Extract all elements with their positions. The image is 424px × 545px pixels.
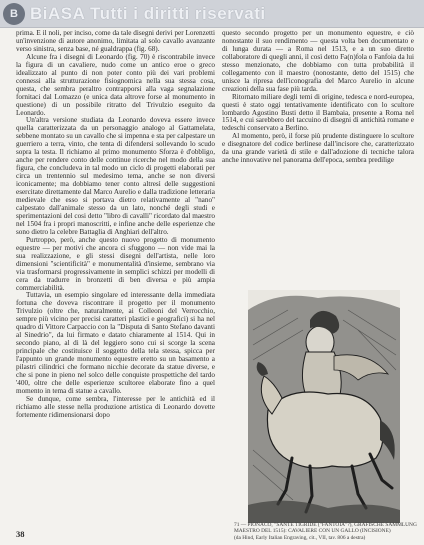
figure-caption xyxy=(234,522,420,541)
paragraph: Alcune fra i disegni di Leonardo (fig. 70) è riscontrabile invece la figura di un cavaliere, nudo come un antico eroe o greco idealizzato al punto di non poter conto più dei vari problemi connessi alla strutturazione fisiognomica nella sua stessa cosa, questa, che sembra peraltro contrapporsi alla vaga segnalazione fornitaci dal Lomazzo (e unica data altrove forse al monumento in questione) di un possibile ritratto del Trivulzio eseguito da Leonardo. xyxy=(16,52,215,117)
paragraph: questo secondo progetto per un monumento equestre, e ciò nonostante il suo rendimento — questa volta ben documentato e di lunga durata — a Roma nel 1513, e a un suo diretto collaboratore di quegli anni, il così detto Fa(n)fola o Fanfoia da lui stesso menzionato, che dobbiamo con tutta probabilità il collegamento con il maestro (nonostante, detto del 1515) che unisce la ripresa dell'iconografia del Marco Aurelio in alcune creazioni della sua fase più tarda. xyxy=(222,29,415,93)
paragraph: Un'altra versione studiata da Leonardo doveva essere invece quella caratterizzata da un personaggio analogo al Gattamelata, sebbene montato su un cavallo che si impenna e sta per calpestare un guerriero a terra, vinto, che tenta di difendersi sollevando lo scudo sopra la testa. Il richiamo al primo monumento Sforza è d'obbligo, anche per rendere conto delle continue ricerche nel modo della sua figura, che concludeva in tal modo un ciclo di progetti elaborati per circa un trentennio sul medesimo tema, anche se non diversi iconicamente; ma dobbiamo tener conto altresì delle suggestioni esercitate direttamente dal Marco Aurelio e dalla tradizione letteraria medievale che esso si portava dietro relativamente al "nano" calpestato dall'animale stesso da un lato, nonché degli studi e sperimentazioni del cosi detto "libro di cavalli" ricordato dal maestro nel 1504 fra i propri manoscritti, e infine anche delle esperienze che sono dietro la celebre Battaglia di Anghiari dell'altro. xyxy=(16,116,215,236)
paragraph: Se dunque, come sembra, l'interesse per le antichità ed il richiamo alle stesse nella produzione artistica di Leonardo dovette fortemente ridimensionarsi dopo xyxy=(16,394,215,419)
caption-source: (da Hind, Early Italian Engraving, cit., VII, tav. 806 a destra) xyxy=(234,534,366,541)
watermark-text: BiASA Tutti i diritti riservati xyxy=(30,3,266,23)
paragraph: Al momento, però, il forse più prudente distinguere lo scultore e disegnatore del codice berlinese dall'incisore che, caratterizzato da una grande varietà di stile e dall'adozione di tecniche talora anche innovative nel panorama dell'epoca, sembra predilige xyxy=(222,132,414,165)
right-text-column xyxy=(222,30,414,165)
engraving-figure xyxy=(248,290,400,523)
horseman-engraving-image xyxy=(248,290,400,523)
caption-title: 71 — PIONACO, "SANTE TIGRIDE ("FANTOIA"?), GRAFISCHE SAMMLUNG MAESTRO DEL 1515): CAVALIERE CON UN GALLO (INCISIONE) xyxy=(234,522,417,535)
left-text-column xyxy=(16,30,215,420)
watermark-banner xyxy=(0,0,424,28)
page-number: 38 xyxy=(16,529,25,539)
paragraph: Purtroppo, però, anche questo nuovo progetto di monumento equestre — per motivi che ancora ci sfuggono — non vide mai la sua realizzazione, e gli stessi disegni dell'artista, nelle loro dimensioni "scientificità" e monumentalità d'insieme, sembrano via via trasformarsi progressivamente in semplici schizzi per modelli di cera da tradurre in bronzetti di ben diversa e più ampia commerciabilità. xyxy=(16,235,215,292)
paragraph: Ritornato miliare degli temi di origine, tedesca e nord-europea, questi è stato oggi tentativamente identificato con lo scultore lombardo Agostino Busti detto il Bambaia, presente a Roma nel 1514, e cui sarebbero del taccuino di disegni di antichità romane e tedeschi conservato a Berlino. xyxy=(222,92,414,133)
paragraph: prima. E il noli, per inciso, come da tale disegni derivi per Lorenzetti un'invenzione di autore anonimo, limitata al solo cavallo avanzante verso sinistra, senza base, né gualdrappa (fig. 68). xyxy=(16,29,215,53)
biasa-logo-icon: B xyxy=(3,3,25,25)
paragraph: Tuttavia, un esempio singolare ed interessante della immediata fortuna che doveva riscontrare il progetto per il monumento Trivulzio (oltre che, naturalmente, ai Colleoni del Verrocchio, sempre più vicino per precisi caratteri plastici e geografici) si ha nel quadro di Vittore Carpaccio con la "Disputa di Santo Stefano davanti al Sinedrio", da lui firmato e datato chiaramente al 1514. Qui in secondo piano, al di là del leggiero sono cui si scorge la scena principale che costituisce il soggetto della tela stessa, spicca per l'appunto un grande monumento equestre eretto su un basamento a pilastri cilindrici che formano nicchie decorate da statue diverse, e che si pone in pieno nel solco delle conquiste prospettiche del tardo '400, oltre che delle esperienze scultoree elaborate fino a quel momento in tema di statue a cavallo. xyxy=(16,291,215,395)
